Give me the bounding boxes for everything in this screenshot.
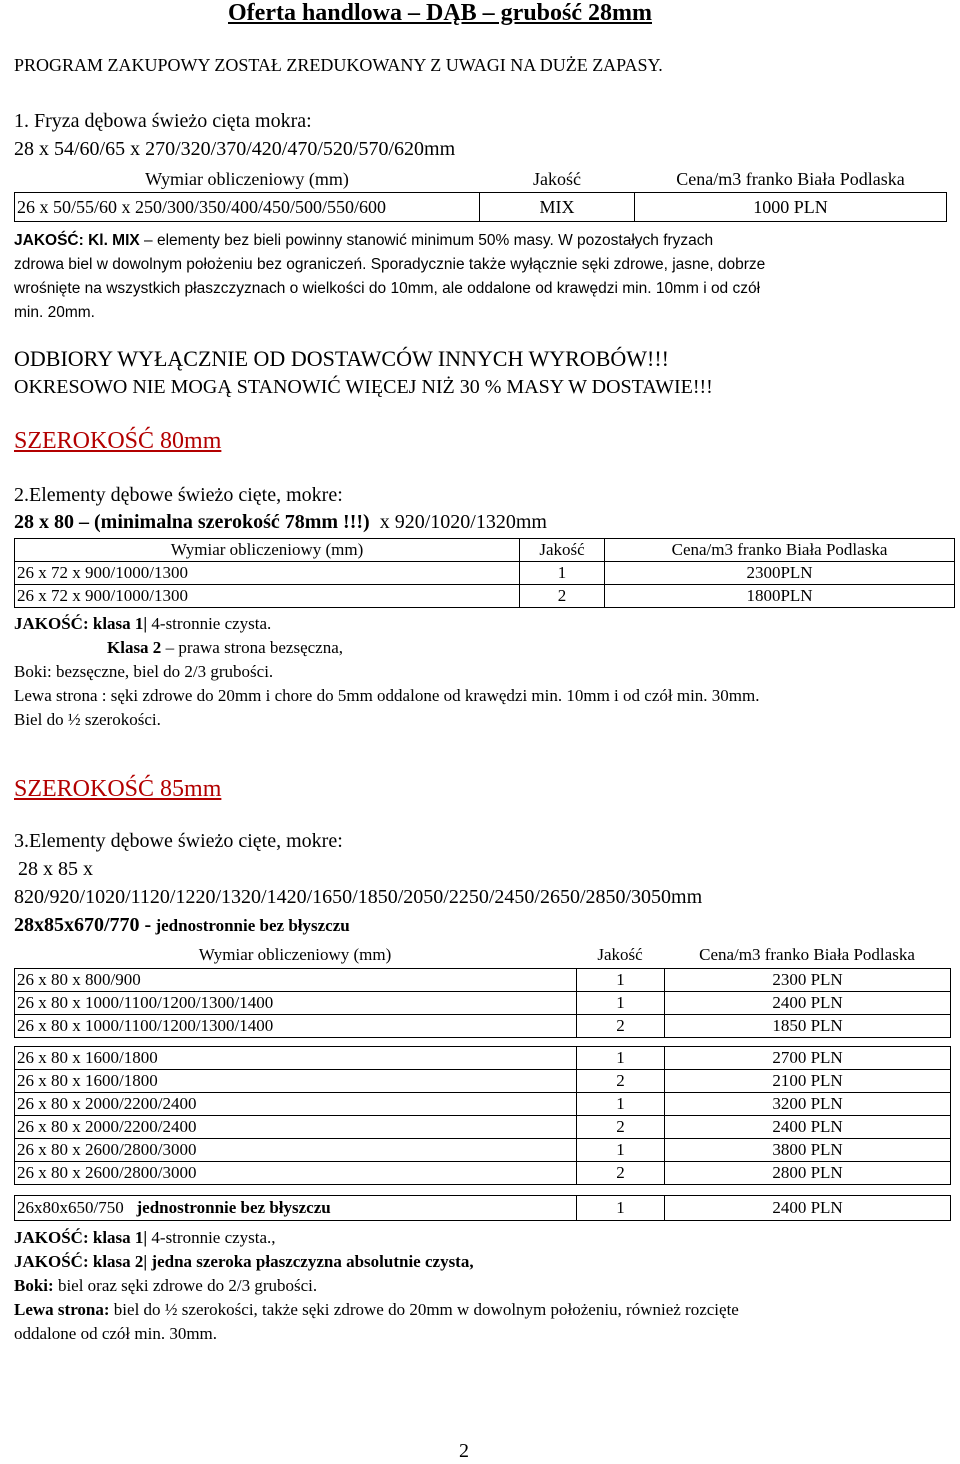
section1-table [14, 166, 947, 222]
table-row: 26 x 80 x 2000/2200/2400 1 3200 PLN [15, 1093, 951, 1116]
table-row: 26 x 80 x 1600/1800 1 2700 PLN [15, 1047, 951, 1070]
table-row: 26 x 72 x 900/1000/1300 1 2300PLN [15, 562, 955, 585]
section3-table-header: Wymiar obliczeniowy (mm) Jakość Cena/m3 franko Biała Podlaska [198, 945, 915, 964]
table-row: 26 x 80 x 1600/1800 2 2100 PLN [15, 1070, 951, 1093]
section2-quality: JAKOŚĆ: klasa 1| 4-stronnie czysta. Klasa 2 – prawa strona bezsęczna, Boki: bezsęczne, biel do 2/3 grubości. Lewa strona : sęki zdrowe do 20mm i chore do 5mm oddalone od krawędzi min. 10mm i od czół min. 30mm. Biel do ½ szerokości. [14, 614, 760, 729]
section2-heading: 2.Elementy dębowe świeżo cięte, mokre: [14, 484, 343, 506]
section3-table-2 [14, 1046, 951, 1185]
page-number: 2 [459, 1440, 469, 1462]
warning-2: OKRESOWO NIE MOGĄ STANOWIĆ WIĘCEJ NIŻ 30 % MASY W DOSTAWIE!!! [14, 376, 713, 398]
width-80-heading: SZEROKOŚĆ 80mm [14, 428, 222, 454]
section2-dims: 28 x 80 – (minimalna szerokość 78mm !!!) x 920/1020/1320mm [14, 511, 547, 533]
page-title: Oferta handlowa – DĄB – grubość 28mm [228, 0, 652, 26]
section3-quality: JAKOŚĆ: klasa 1| 4-stronnie czysta., JAKOŚĆ: klasa 2| jedna szeroka płaszczyzna absolutnie czysta, Boki: biel oraz sęki zdrowe do 2/3 grubości. Lewa strona: biel do ½ szerokości, także sęki zdrowe do 20mm w dowolnym położeniu, również rozcięte oddalone od czół min. 30mm. [14, 1228, 739, 1343]
table-row: 26 x 80 x 1000/1100/1200/1300/1400 2 1850 PLN [15, 1015, 951, 1038]
table-row: 26 x 80 x 2000/2200/2400 2 2400 PLN [15, 1116, 951, 1139]
section3-dims-3: 28x85x670/770 - jednostronnie bez błyszczu [14, 914, 350, 936]
section3-dims-1: 28 x 85 x [18, 858, 93, 880]
table-row: 26 x 80 x 1000/1100/1200/1300/1400 1 2400 PLN [15, 992, 951, 1015]
section1-heading: 1. Fryza dębowa świeżo cięta mokra: [14, 110, 312, 132]
width-85-heading: SZEROKOŚĆ 85mm [14, 776, 222, 802]
section3-table [14, 968, 951, 1038]
col-quality-header: Jakość [533, 169, 581, 189]
section1-quality: JAKOŚĆ: Kl. MIX – elementy bez bieli powinny stanowić minimum 50% masy. W pozostałych fryzach zdrowa biel w dowolnym położeniu bez ograniczeń. Sporadycznie także wyłącznie sęki zdrowe, jasne, dobrze wrośnięte na wszystkich płaszczyznach o wielkości do 10mm, ale oddalone od krawędzi min. 10mm i od czół min. 20mm. [14, 232, 766, 321]
col-dim-header: Wymiar obliczeniowy (mm) [145, 169, 349, 189]
col-price-header: Cena/m3 franko Biała Podlaska [676, 169, 905, 189]
warning-1: ODBIORY WYŁĄCZNIE OD DOSTAWCÓW INNYCH WYROBÓW!!! [14, 346, 669, 371]
section1-dims: 28 x 54/60/65 x 270/320/370/420/470/520/570/620mm [14, 138, 456, 160]
section3-dims-2: 820/920/1020/1120/1220/1320/1420/1650/1850/2050/2250/2450/2650/2850/3050mm [14, 886, 703, 908]
notice: PROGRAM ZAKUPOWY ZOSTAŁ ZREDUKOWANY Z UWAGI NA DUŻE ZAPASY. [14, 55, 663, 75]
section3-table-3 [14, 1195, 951, 1221]
table-row: 26 x 72 x 900/1000/1300 2 1800PLN [15, 585, 955, 608]
table-row: 26 x 80 x 2600/2800/3000 2 2800 PLN [15, 1162, 951, 1185]
section2-table: Wymiar obliczeniowy (mm) Jakość Cena/m3 franko Biała Podlaska 26 x 72 x 900/1000/1300 1 2300PLN 26 x 72 x 900/1000/1300 2 1800PLN [14, 538, 955, 608]
table-row: 26 x 50/55/60 x 250/300/350/400/450/500/550/600 MIX 1000 PLN [15, 193, 947, 222]
table-row: 26 x 80 x 800/900 1 2300 PLN [15, 969, 951, 992]
section3-heading: 3.Elementy dębowe świeżo cięte, mokre: [14, 830, 343, 852]
table-row: 26x80x650/750 jednostronnie bez błyszczu 1 2400 PLN [15, 1196, 951, 1221]
table-row: 26 x 80 x 2600/2800/3000 1 3800 PLN [15, 1139, 951, 1162]
